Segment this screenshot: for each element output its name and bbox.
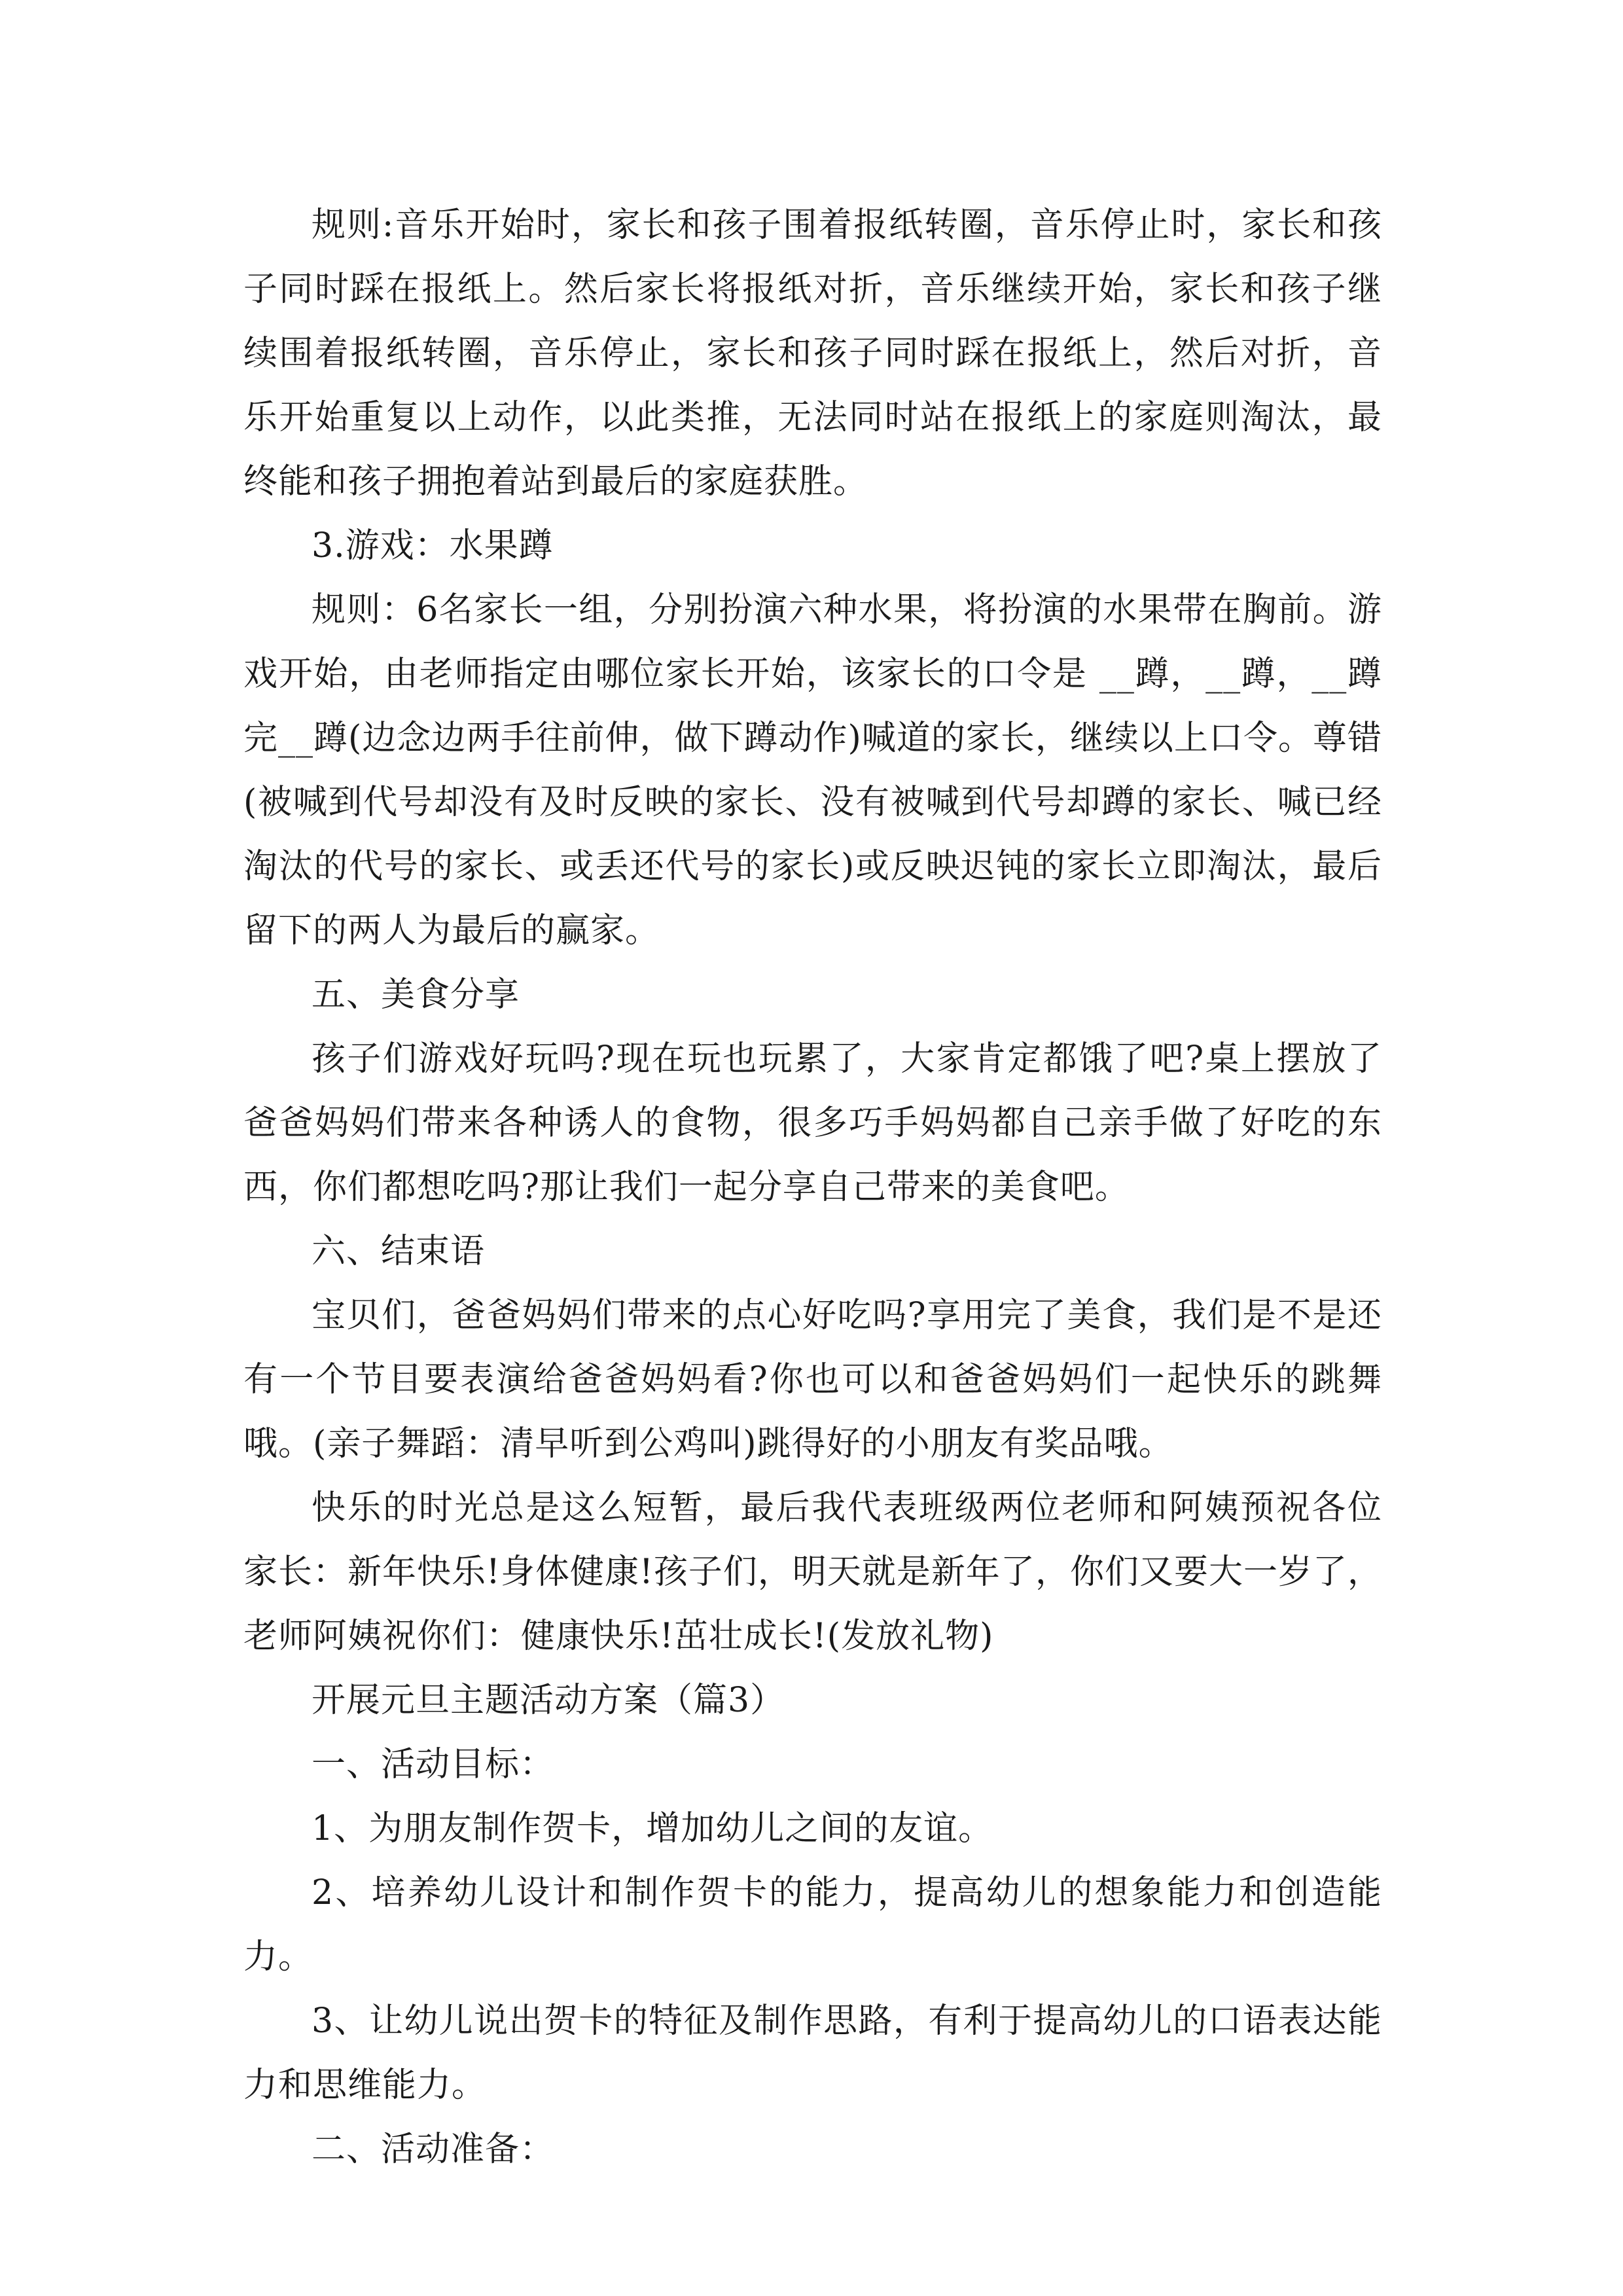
list-item-goal-3: 3、让幼儿说出贺卡的特征及制作思路，有利于提高幼儿的口语表达能力和思维能力。 [243,2001,1382,2105]
paragraph-closing-remarks: 宝贝们，爸爸妈妈们带来的点心好吃吗?享用完了美食，我们是不是还有一个节目要表演给爸爸妈妈看?你也可以和爸爸妈妈们一起快乐的跳舞哦。(亲子舞蹈：清早听到公鸡叫)跳得好的小朋友有奖品哦。 [243,1296,1382,1463]
document-body [243,193,1382,2181]
paragraph-food-sharing: 孩子们游戏好玩吗?现在玩也玩累了，大家肯定都饿了吧?桌上摆放了爸爸妈妈们带来各种诱人的食物，很多巧手妈妈都自己亲手做了好吃的东西，你们都想吃吗?那让我们一起分享自己带来的美食吧。 [243,1039,1382,1207]
list-item-goal-1: 1、为朋友制作贺卡，增加幼儿之间的友谊。 [312,1809,993,1848]
paragraph-rules-fruit-squat: 规则：6名家长一组，分别扮演六种水果，将扮演的水果带在胸前。游戏开始，由老师指定由哪位家长开始，该家长的口令是 __蹲，__蹲，__蹲完__蹲(边念边两手往前伸，做下蹲动作)喊道的家长，继续以上口令。尊错(被喊到代号却没有及时反映的家长、没有被喊到代号却蹲的家长、喊已经淘汰的代号的家长、或丢还代号的家长)或反映迟钝的家长立即淘汰，最后留下的两人为最后的赢家。 [243,590,1382,950]
paragraph-rules-newspaper: 规则:音乐开始时，家长和孩子围着报纸转圈，音乐停止时，家长和孩子同时踩在报纸上。然后家长将报纸对折，音乐继续开始，家长和孩子继续围着报纸转圈，音乐停止，家长和孩子同时踩在报纸上，然后对折，音乐开始重复以上动作，以此类推，无法同时站在报纸上的家庭则淘汰，最终能和孩子拥抱着站到最后的家庭获胜。 [243,206,1382,501]
heading-activity-goals: 一、活动目标： [312,1745,555,1784]
paragraph-new-year-wishes: 快乐的时光总是这么短暂，最后我代表班级两位老师和阿姨预祝各位家长：新年快乐!身体健康!孩子们，明天就是新年了，你们又要大一岁了，老师阿姨祝你们：健康快乐!茁壮成长!(发放礼物) [243,1488,1382,1656]
heading-food-sharing: 五、美食分享 [312,975,520,1014]
heading-plan-part-3: 开展元旦主题活动方案（篇3） [312,1681,785,1720]
heading-closing-remarks: 六、结束语 [312,1232,486,1271]
heading-game-fruit-squat: 3.游戏：水果蹲 [312,526,554,565]
list-item-goal-2: 2、培养幼儿设计和制作贺卡的能力，提高幼儿的想象能力和创造能力。 [243,1873,1382,1977]
heading-activity-preparation: 二、活动准备： [312,2130,555,2169]
